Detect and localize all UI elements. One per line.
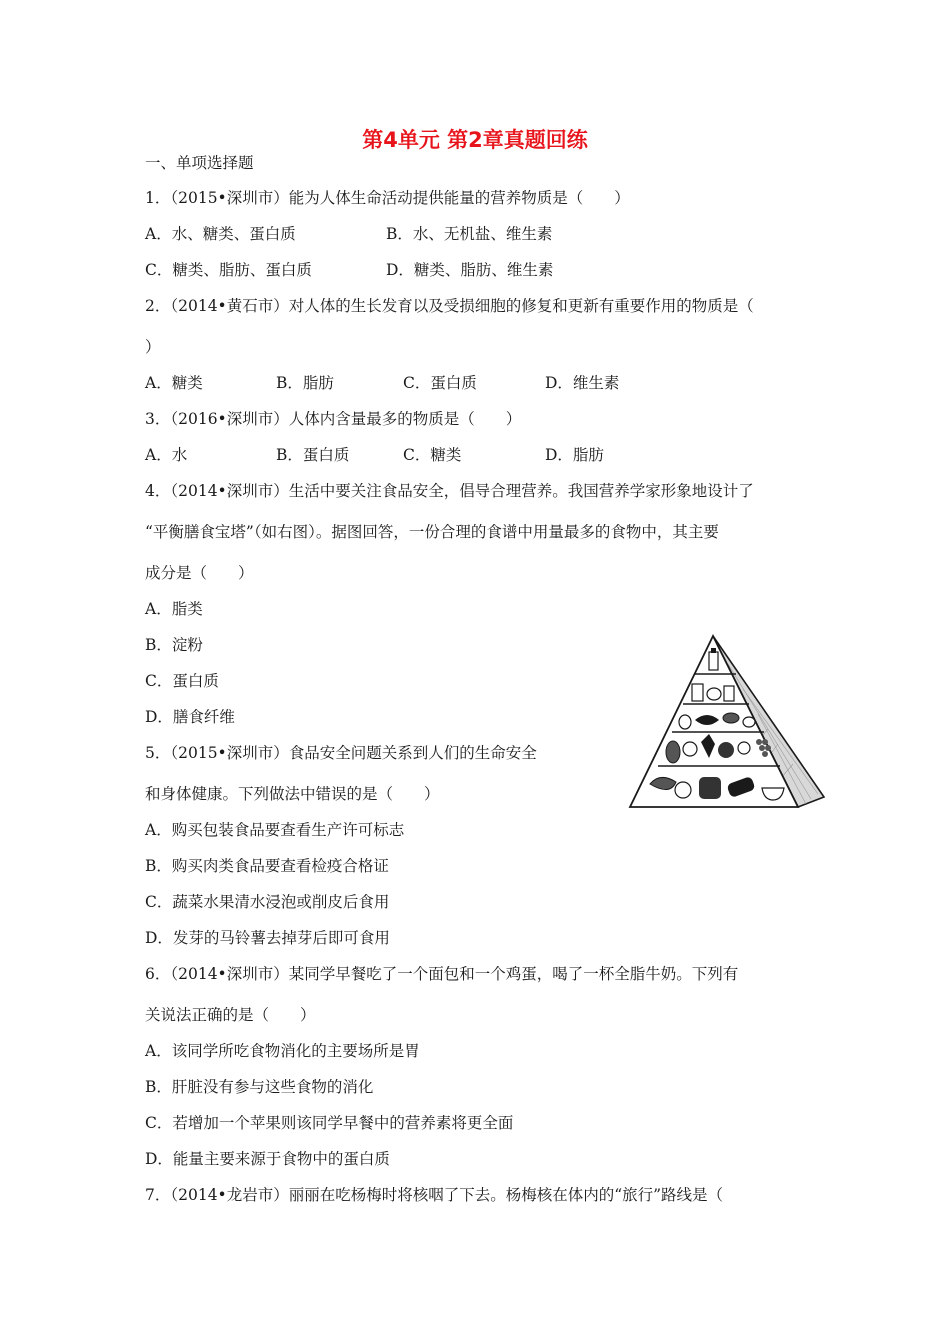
question-5-option-a: A．购买包装食品要查看生产许可标志 — [145, 821, 405, 839]
question-3-option-c: C．糖类 — [403, 446, 462, 464]
question-3-stem: 3．（2016•深圳市）人体内含量最多的物质是（ ） — [145, 410, 522, 428]
question-1-option-d: D．糖类、脂肪、维生素 — [386, 261, 554, 279]
question-6-stem-cont: 关说法正确的是（ ） — [145, 1006, 316, 1024]
section-heading: 一、单项选择题 — [145, 154, 254, 172]
cheese-icon — [707, 688, 721, 700]
question-3-option-a: A．水 — [145, 446, 188, 464]
question-1-option-a: A．水、糖类、蛋白质 — [145, 225, 296, 243]
question-6-option-b: B．肝脏没有参与这些食物的消化 — [145, 1078, 374, 1096]
eggplant-icon — [666, 741, 680, 763]
onion-icon — [683, 742, 697, 756]
page-title: 第4单元 第2章真题回练 — [362, 128, 588, 152]
question-1-option-b: B．水、无机盐、维生素 — [386, 225, 553, 243]
question-3-option-b: B．蛋白质 — [276, 446, 350, 464]
question-1-stem: 1．（2015•深圳市）能为人体生命活动提供能量的营养物质是（ ） — [145, 189, 630, 207]
question-5-option-d: D．发芽的马铃薯去掉芽后即可食用 — [145, 929, 390, 947]
question-1-option-c: C．糖类、脂肪、蛋白质 — [145, 261, 312, 279]
question-4-option-b: B．淀粉 — [145, 636, 203, 654]
question-4-option-c: C．蛋白质 — [145, 672, 219, 690]
food-pyramid-figure — [628, 634, 826, 810]
question-5-stem: 5．（2015•深圳市）食品安全问题关系到人们的生命安全 — [145, 744, 537, 762]
question-5-option-c: C．蔬菜水果清水浸泡或削皮后食用 — [145, 893, 390, 911]
question-2-option-c: C．蛋白质 — [403, 374, 477, 392]
milk-carton-icon — [692, 684, 703, 701]
question-4-stem: 4．（2014•深圳市）生活中要关注食品安全，倡导合理营养。我国营养学家形象地设计了 — [145, 482, 754, 500]
question-2-option-a: A．糖类 — [145, 374, 203, 392]
question-6-option-c: C．若增加一个苹果则该同学早餐中的营养素将更全面 — [145, 1114, 514, 1132]
meat-icon — [723, 713, 739, 723]
egg-icon — [679, 715, 691, 729]
sausage-icon — [743, 717, 755, 727]
bun-icon — [675, 782, 691, 798]
question-6-option-a: A．该同学所吃食物消化的主要场所是胃 — [145, 1042, 420, 1060]
question-2-option-b: B．脂肪 — [276, 374, 334, 392]
question-6-stem: 6．（2014•深圳市）某同学早餐吃了一个面包和一个鸡蛋，喝了一杯全脂牛奶。下列有 — [145, 965, 739, 983]
apple-icon — [738, 742, 750, 754]
question-4-option-d: D．膳食纤维 — [145, 708, 235, 726]
question-2-option-d: D．维生素 — [545, 374, 620, 392]
question-5-option-b: B．购买肉类食品要查看检疫合格证 — [145, 857, 389, 875]
bread-icon — [699, 777, 721, 799]
question-6-option-d: D．能量主要来源于食物中的蛋白质 — [145, 1150, 390, 1168]
question-3-option-d: D．脂肪 — [545, 446, 604, 464]
yogurt-icon — [724, 686, 734, 701]
oil-bottle-icon — [709, 652, 718, 670]
question-4-stem-cont-1: “平衡膳食宝塔”（如右图）。据图回答，一份合理的食谱中用量最多的食物中，其主要 — [145, 523, 719, 541]
question-5-stem-cont: 和身体健康。下列做法中错误的是（ ） — [145, 785, 440, 803]
question-4-option-a: A．脂类 — [145, 600, 203, 618]
question-7-stem: 7．（2014•龙岩市）丽丽在吃杨梅时将核咽了下去。杨梅核在体内的“旅行”路线是（ — [145, 1186, 724, 1204]
question-2-stem-cont: ） — [145, 338, 161, 356]
tomato-icon — [718, 742, 734, 758]
question-4-stem-cont-2: 成分是（ ） — [145, 564, 254, 582]
oil-cap-icon — [711, 648, 716, 653]
question-2-stem: 2．（2014•黄石市）对人体的生长发育以及受损细胞的修复和更新有重要作用的物质是（ — [145, 297, 754, 315]
